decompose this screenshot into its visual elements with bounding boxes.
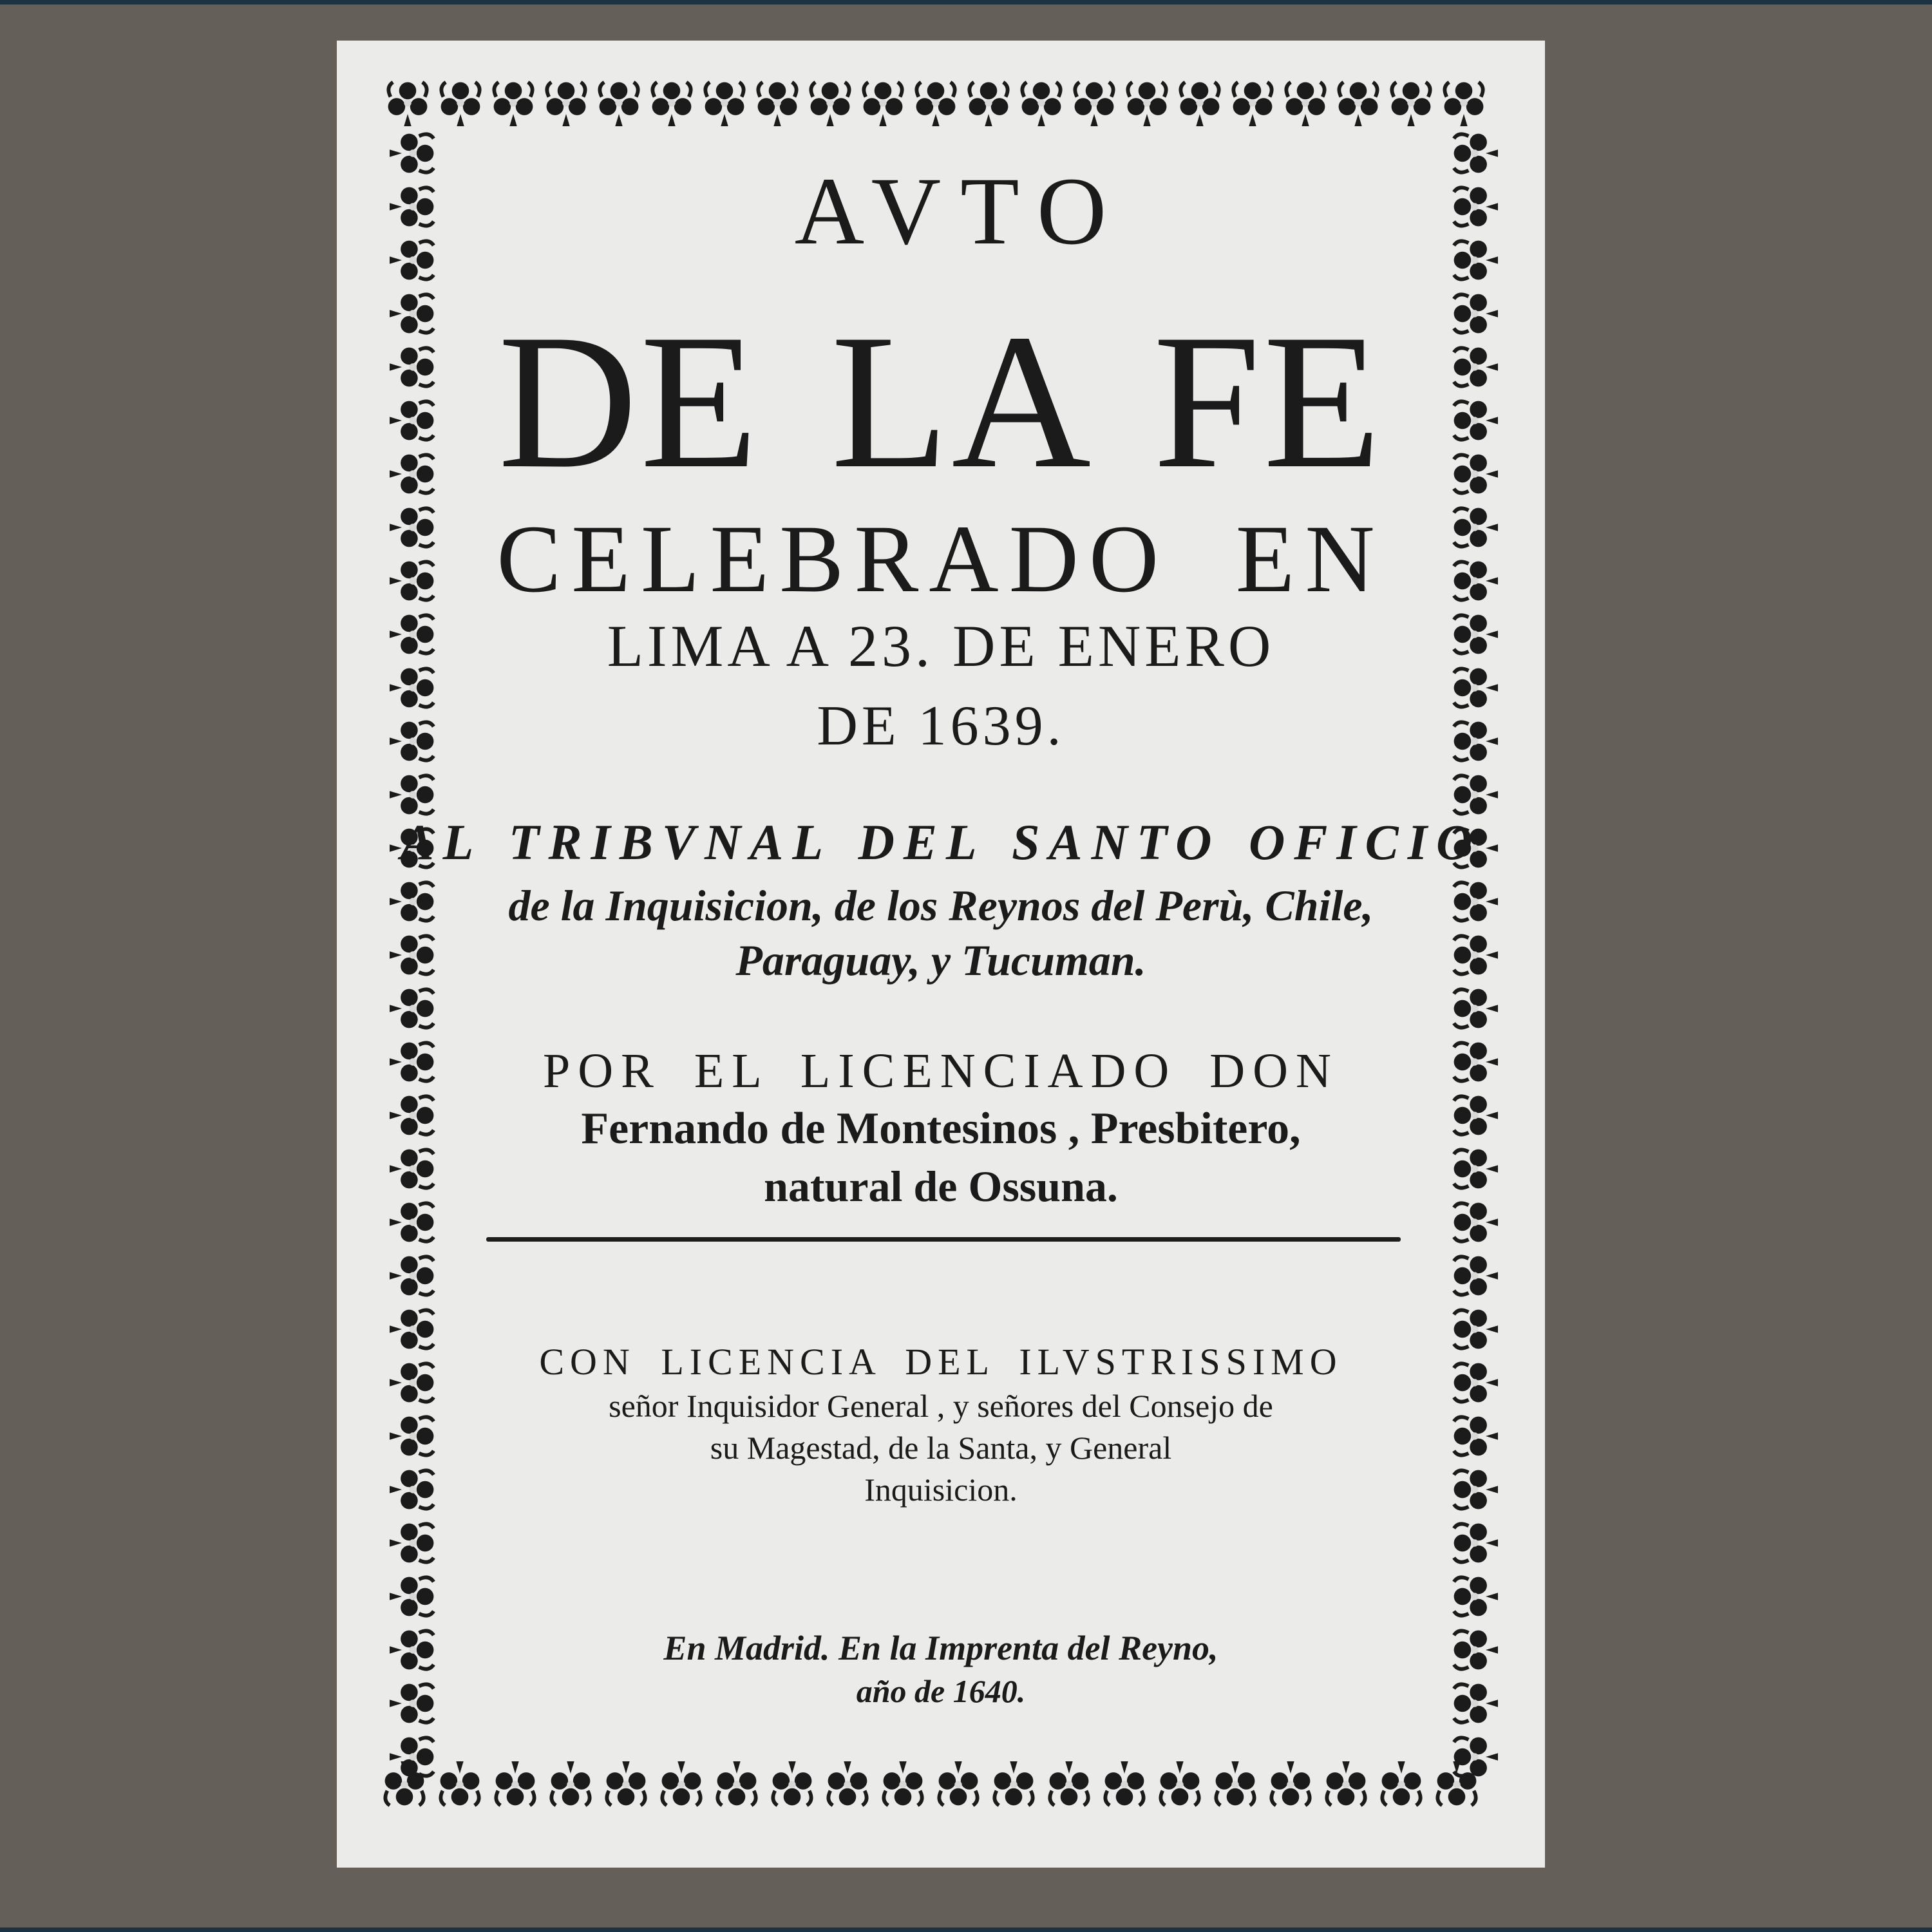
fleuron-ornament <box>1233 82 1273 126</box>
fleuron-ornament <box>390 1524 433 1563</box>
fleuron-ornament <box>607 1761 646 1805</box>
title-auto: AVTO <box>794 158 1126 265</box>
frame-edge-bottom <box>0 1927 1932 1932</box>
fleuron-ornament <box>390 1256 433 1296</box>
horizontal-rule <box>486 1237 1401 1242</box>
fleuron-ornament <box>1382 1761 1421 1805</box>
border-bottom <box>385 1761 1477 1805</box>
frame-edge-top <box>0 0 1932 5</box>
fleuron-ornament <box>705 82 744 126</box>
fleuron-ornament <box>496 1761 535 1805</box>
title-page <box>337 41 1545 1868</box>
fleuron-ornament <box>662 1761 701 1805</box>
fleuron-ornament <box>969 82 1009 126</box>
fleuron-ornament <box>1454 1577 1498 1616</box>
fleuron-ornament <box>939 1761 978 1805</box>
title-celebrado-en: CELEBRADO EN <box>497 506 1385 612</box>
fleuron-ornament <box>1050 1761 1089 1805</box>
licence-line-4: Inquisicion. <box>864 1472 1018 1508</box>
fleuron-ornament <box>1392 82 1431 126</box>
fleuron-ornament <box>717 1761 757 1805</box>
licence-line-2: señor Inquisidor General , y señores del Consejo de <box>609 1388 1273 1424</box>
title-lima-date: LIMA A 23. DE ENERO <box>607 613 1275 679</box>
fleuron-ornament <box>1271 1761 1311 1805</box>
fleuron-ornament <box>1160 1761 1200 1805</box>
fleuron-ornament <box>884 1761 923 1805</box>
fleuron-ornament <box>1075 82 1114 126</box>
fleuron-ornament <box>440 1761 480 1805</box>
fleuron-ornament <box>547 82 586 126</box>
fleuron-ornament <box>551 1761 591 1805</box>
fleuron-ornament <box>1022 82 1061 126</box>
fleuron-ornament <box>390 1738 433 1777</box>
fleuron-ornament <box>1454 1524 1498 1563</box>
fleuron-ornament <box>1339 82 1378 126</box>
fleuron-ornament <box>1454 775 1498 815</box>
fleuron-ornament <box>1444 82 1484 126</box>
author-name: Fernando de Montesinos , Presbitero, <box>581 1104 1301 1153</box>
fleuron-ornament <box>1454 1738 1498 1777</box>
fleuron-ornament <box>441 82 480 126</box>
fleuron-ornament <box>758 82 797 126</box>
author-origin: natural de Ossuna. <box>764 1162 1118 1211</box>
fleuron-ornament <box>652 82 692 126</box>
border-top <box>388 82 1484 126</box>
licence-line-1: CON LICENCIA DEL ILVSTRISSIMO <box>539 1341 1343 1383</box>
fleuron-ornament <box>390 989 433 1028</box>
fleuron-ornament <box>773 1761 812 1805</box>
fleuron-ornament <box>1454 1256 1498 1296</box>
fleuron-ornament <box>388 82 428 126</box>
licence-line-3: su Magestad, de la Santa, y General <box>710 1430 1172 1466</box>
fleuron-ornament <box>994 1761 1034 1805</box>
fleuron-ornament <box>1128 82 1167 126</box>
dedication-inquisicion: de la Inquisicion, de los Reynos del Perù, Chile, <box>508 881 1374 930</box>
dedication-tribunal: AL TRIBVNAL DEL SANTO OFICIO <box>400 814 1482 870</box>
fleuron-ornament <box>916 82 956 126</box>
imprint-line-2: año de 1640. <box>856 1673 1026 1709</box>
fleuron-ornament <box>1180 82 1220 126</box>
fleuron-ornament <box>1454 989 1498 1028</box>
imprint-line-1: En Madrid. En la Imprenta del Reyno, <box>663 1629 1218 1667</box>
title-de-la-fe: DE LA FE <box>498 294 1384 508</box>
fleuron-ornament <box>390 1577 433 1616</box>
fleuron-ornament <box>1105 1761 1144 1805</box>
author-por: POR EL LICENCIADO DON <box>543 1044 1339 1098</box>
fleuron-ornament <box>494 82 533 126</box>
fleuron-ornament <box>600 82 639 126</box>
fleuron-ornament <box>828 1761 867 1805</box>
fleuron-ornament <box>864 82 903 126</box>
fleuron-ornament <box>1286 82 1325 126</box>
fleuron-ornament <box>1216 1761 1255 1805</box>
title-year: DE 1639. <box>817 695 1065 757</box>
dedication-paraguay: Paraguay, y Tucuman. <box>735 936 1146 985</box>
fleuron-ornament <box>390 775 433 815</box>
fleuron-ornament <box>811 82 850 126</box>
fleuron-ornament <box>1327 1761 1366 1805</box>
